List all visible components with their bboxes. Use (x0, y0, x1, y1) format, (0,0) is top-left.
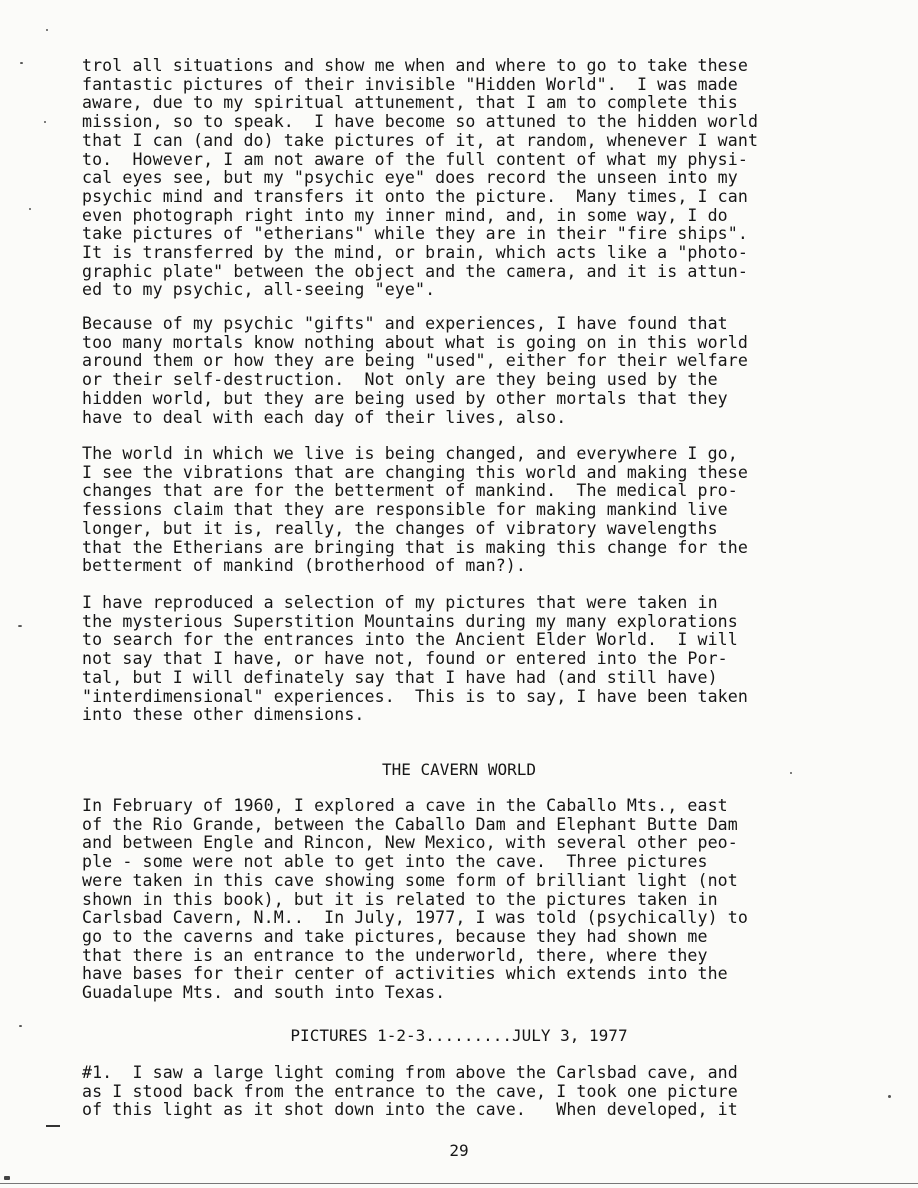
text-line: aware, due to my spiritual attunement, that I am to complete this (82, 93, 738, 113)
scan-speck (44, 121, 46, 123)
scan-speck (29, 208, 31, 210)
text-line: ple - some were not able to get into the cave. Three pictures (82, 852, 708, 872)
text-line: not say that I have, or have not, found or entered into the Por- (82, 649, 728, 669)
text-line: Because of my psychic "gifts" and experiences, I have found that (82, 314, 728, 333)
text-line: I have reproduced a selection of my pictures that were taken in (82, 593, 718, 612)
text-line: the mysterious Superstition Mountains during my many explorations (82, 611, 738, 631)
text-line: shown in this book), but it is related to the pictures taken in (82, 889, 718, 909)
text-line: I see the vibrations that are changing this world and making these (82, 462, 748, 482)
text-line: trol all situations and show me when and where to go to take these (82, 56, 748, 75)
text-line: fessions claim that they are responsible for making mankind live (82, 500, 728, 520)
text-line: cal eyes see, but my "psychic eye" does record the unseen into my (82, 168, 738, 188)
section-heading: THE CAVERN WORLD (381, 760, 537, 779)
scan-speck (46, 29, 48, 31)
paragraph-psychic-gifts (82, 315, 862, 427)
text-line: graphic plate" between the object and the camera, and it is attun- (82, 261, 748, 281)
text-line: fantastic pictures of their invisible "Hidden World". I was made (82, 74, 738, 94)
scan-speck (20, 62, 23, 64)
scan-speck (790, 772, 792, 774)
page-number: 29 (449, 1141, 469, 1160)
text-line: too many mortals know nothing about what is going on in this world (82, 332, 748, 352)
text-line: go to the caverns and take pictures, because they had shown me (82, 926, 708, 946)
text-line: to search for the entrances into the Ancient Elder World. I will (82, 630, 738, 650)
text-line: Guadalupe Mts. and south into Texas. (82, 983, 446, 1003)
bottom-edge-rule (0, 1183, 918, 1184)
text-line: In February of 1960, I explored a cave in the Caballo Mts., east (82, 796, 728, 815)
text-line: Carlsbad Cavern, N.M.. In July, 1977, I was told (psychically) to (82, 908, 748, 928)
text-line: to. However, I am not aware of the full content of what my physi- (82, 149, 748, 169)
text-line: ed to my psychic, all-seeing "eye". (82, 280, 436, 300)
paragraph-world-changing (82, 445, 862, 576)
text-line: or their self-destruction. Not only are they being used by the (82, 370, 718, 390)
text-line: The world in which we live is being changed, and everywhere I go, (82, 444, 738, 463)
text-line: even photograph right into my inner mind, and, in some way, I do (82, 205, 728, 225)
margin-dash (46, 1125, 60, 1127)
text-line: that there is an entrance to the underworld, there, where they (82, 945, 708, 965)
pictures-heading: PICTURES 1-2-3.........JULY 3, 1977 (290, 1026, 628, 1045)
text-line: take pictures of "etherians" while they are in their "fire ships". (82, 224, 748, 244)
text-line: into these other dimensions. (82, 705, 365, 725)
text-line: that the Etherians are bringing that is making this change for the (82, 537, 748, 557)
text-line: "interdimensional" experiences. This is to say, I have been taken (82, 686, 748, 706)
text-line: mission, so to speak. I have become so attuned to the hidden world (82, 112, 759, 132)
text-line: #1. I saw a large light coming from above the Carlsbad cave, and (82, 1063, 738, 1082)
scan-speck (18, 625, 22, 627)
text-line: longer, but it is, really, the changes of vibratory wavelengths (82, 518, 718, 538)
text-line: have to deal with each day of their lives, also. (82, 407, 567, 427)
text-line: were taken in this cave showing some form of brilliant light (not (82, 870, 738, 890)
text-line: and between Engle and Rincon, New Mexico, with several other peo- (82, 833, 738, 853)
paragraph-superstition-mountains (82, 594, 862, 725)
paragraph-picture-one (82, 1064, 862, 1120)
text-line: changes that are for the betterment of mankind. The medical pro- (82, 481, 738, 501)
text-line: tal, but I will definately say that I have had (and still have) (82, 667, 718, 687)
text-line: of the Rio Grande, between the Caballo Dam and Elephant Butte Dam (82, 814, 738, 834)
text-line: psychic mind and transfers it onto the picture. Many times, I can (82, 186, 748, 206)
text-line: betterment of mankind (brotherhood of man?). (82, 556, 526, 576)
corner-mark (4, 1176, 10, 1180)
text-line: that I can (and do) take pictures of it, at random, whenever I want (82, 130, 759, 150)
text-line: It is transferred by the mind, or brain, which acts like a "photo- (82, 243, 748, 263)
paragraph-caballo-cave (82, 797, 862, 1003)
text-line: have bases for their center of activities which extends into the (82, 964, 728, 984)
scan-speck (19, 1025, 22, 1027)
text-line: as I stood back from the entrance to the cave, I took one picture (82, 1081, 738, 1101)
text-line: hidden world, but they are being used by other mortals that they (82, 388, 728, 408)
paragraph-hidden-world (82, 57, 862, 300)
scan-speck (888, 1095, 891, 1098)
text-line: of this light as it shot down into the cave. When developed, it (82, 1100, 738, 1120)
text-line: around them or how they are being "used", either for their welfare (82, 351, 748, 371)
